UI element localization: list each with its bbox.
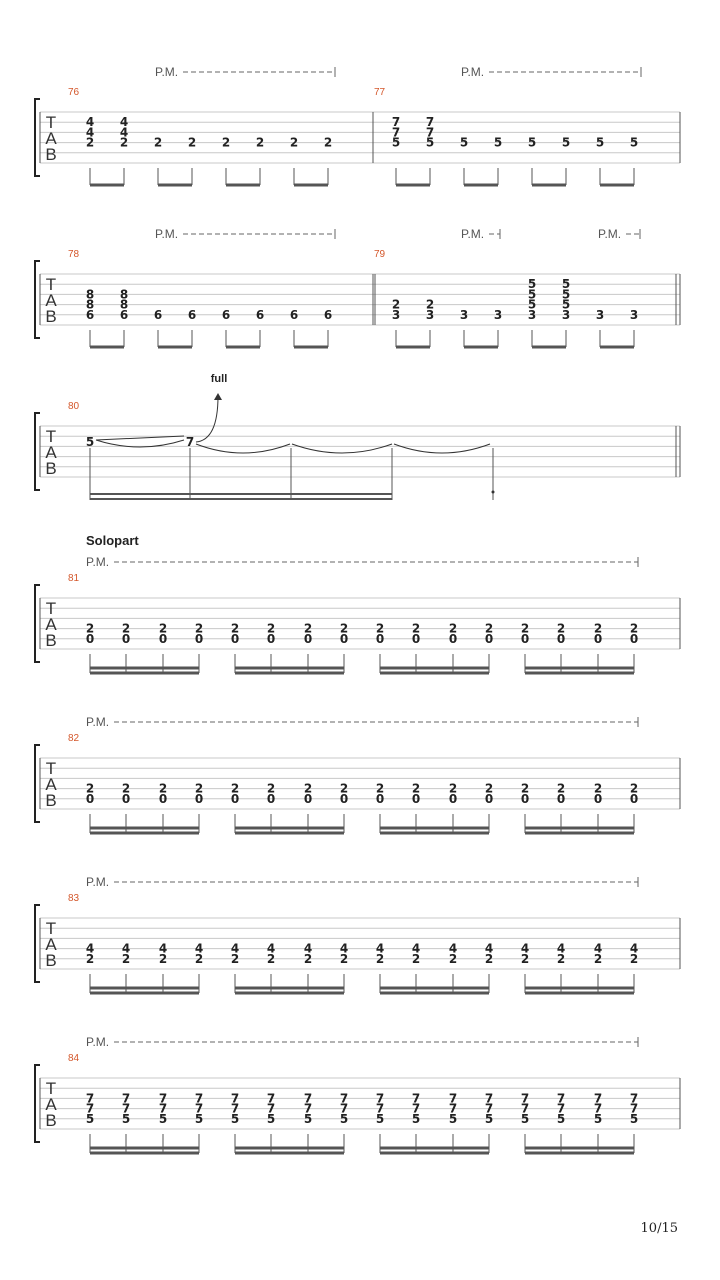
fret-number: 2 [221,135,231,150]
fret-number: 6 [119,307,129,322]
fret-number: 4 [85,125,95,140]
fret-number: 5 [561,297,571,312]
fret-number: 0 [629,631,639,646]
fret-number: 2 [85,951,95,966]
fret-number: 5 [194,1111,204,1126]
fret-number: 2 [85,621,95,636]
fret-number: 7 [158,1091,168,1106]
fret-number: 0 [629,791,639,806]
fret-number: 2 [339,781,349,796]
fret-number: 2 [556,781,566,796]
fret-number: 2 [194,781,204,796]
fret-number: 7 [185,435,195,449]
fret-number: 8 [85,297,95,312]
fret-number: 4 [119,125,129,140]
measure-number: 79 [374,249,386,260]
fret-number: 7 [520,1091,530,1106]
fret-number: 8 [119,297,129,312]
fret-number: 5 [266,1111,276,1126]
tab-clef-a: A [45,615,57,634]
fret-number: 6 [85,307,95,322]
fret-number: 5 [484,1111,494,1126]
fret-number: 7 [230,1101,240,1116]
fret-number: 7 [391,115,401,130]
fret-number: 2 [119,135,129,150]
fret-number: 7 [339,1101,349,1116]
measure-number: 83 [68,893,80,904]
palm-mute-label: P.M. [86,1035,110,1049]
fret-number: 4 [556,941,566,956]
palm-mute-label: P.M. [155,227,179,241]
tab-clef-a: A [45,129,57,148]
fret-number: 2 [375,781,385,796]
fret-number: 2 [266,621,276,636]
fret-number: 5 [391,135,401,150]
tab-system [35,1035,680,1153]
tab-clef-b: B [45,791,57,810]
fret-number: 2 [187,135,197,150]
fret-number: 6 [153,307,163,322]
fret-number: 4 [375,941,385,956]
fret-number: 2 [448,781,458,796]
fret-number: 7 [375,1101,385,1116]
fret-number: 7 [121,1101,131,1116]
note-dot [492,491,495,494]
fret-number: 0 [448,631,458,646]
fret-number: 7 [375,1091,385,1106]
fret-number: 5 [339,1111,349,1126]
fret-number: 0 [121,791,131,806]
fret-number: 0 [484,631,494,646]
tab-clef-a: A [45,443,57,462]
fret-number: 7 [85,1101,95,1116]
tab-clef-a: A [45,935,57,954]
fret-number: 2 [323,135,333,150]
fret-number: 6 [323,307,333,322]
fret-number: 6 [289,307,299,322]
fret-number: 3 [391,307,401,322]
measure-number: 84 [68,1053,80,1064]
fret-number: 0 [375,631,385,646]
palm-mute-label: P.M. [86,875,110,889]
fret-number: 2 [448,951,458,966]
fret-number: 0 [230,791,240,806]
fret-number: 7 [303,1101,313,1116]
fret-number: 0 [556,791,566,806]
fret-number: 7 [230,1091,240,1106]
fret-number: 7 [425,115,435,130]
fret-number: 2 [153,135,163,150]
fret-number: 2 [556,951,566,966]
fret-number: 0 [266,791,276,806]
tab-clef-t: T [45,599,57,618]
fret-number: 2 [255,135,265,150]
fret-number: 7 [411,1101,421,1116]
system-bracket [35,585,40,662]
measure-number: 77 [374,87,386,98]
bend-curve [196,396,218,442]
fret-number: 0 [520,791,530,806]
fret-number: 2 [556,621,566,636]
palm-mute-label: P.M. [461,65,485,79]
tie [292,444,392,453]
fret-number: 2 [520,951,530,966]
fret-number: 4 [593,941,603,956]
fret-number: 7 [629,1101,639,1116]
fret-number: 2 [194,951,204,966]
fret-number: 5 [520,1111,530,1126]
fret-number: 4 [303,941,313,956]
palm-mute-label: P.M. [86,555,110,569]
tab-clef-b: B [45,145,57,164]
fret-number: 5 [303,1111,313,1126]
fret-number: 0 [85,631,95,646]
fret-number: 2 [158,951,168,966]
fret-number: 4 [194,941,204,956]
fret-number: 6 [187,307,197,322]
fret-number: 2 [266,781,276,796]
fret-number: 7 [303,1091,313,1106]
bend-label: full [210,373,228,385]
fret-number: 2 [411,781,421,796]
fret-number: 0 [339,631,349,646]
fret-number: 5 [375,1111,385,1126]
fret-number: 0 [158,631,168,646]
tie [196,444,290,453]
fret-number: 5 [85,435,95,449]
fret-number: 5 [425,135,435,150]
fret-number: 2 [303,951,313,966]
fret-number: 7 [266,1091,276,1106]
fret-number: 0 [85,791,95,806]
tab-clef-t: T [45,113,57,132]
fret-number: 2 [303,781,313,796]
fret-number: 3 [459,307,469,322]
fret-number: 0 [593,791,603,806]
fret-number: 2 [411,621,421,636]
fret-number: 0 [339,791,349,806]
measure-number: 76 [68,87,80,98]
fret-number: 4 [520,941,530,956]
fret-number: 7 [121,1091,131,1106]
fret-number: 7 [85,1091,95,1106]
fret-number: 2 [629,951,639,966]
fret-number: 3 [527,307,537,322]
fret-number: 7 [339,1091,349,1106]
fret-number: 6 [221,307,231,322]
fret-number: 5 [527,277,537,292]
fret-number: 0 [448,791,458,806]
system-bracket [35,261,40,338]
fret-number: 3 [595,307,605,322]
fret-number: 4 [230,941,240,956]
tab-system [35,65,680,185]
fret-number: 4 [629,941,639,956]
fret-number: 2 [289,135,299,150]
fret-number: 3 [425,307,435,322]
system-bracket [35,745,40,822]
tab-clef-t: T [45,759,57,778]
fret-number: 2 [339,621,349,636]
fret-number: 5 [593,1111,603,1126]
fret-number: 7 [629,1091,639,1106]
fret-number: 2 [266,951,276,966]
fret-number: 2 [375,951,385,966]
system-bracket [35,99,40,176]
fret-number: 7 [556,1101,566,1116]
fret-number: 0 [411,791,421,806]
fret-number: 7 [158,1101,168,1116]
fret-number: 2 [230,781,240,796]
fret-number: 5 [411,1111,421,1126]
tab-clef-t: T [45,1079,57,1098]
system-bracket [35,413,40,490]
fret-number: 4 [85,115,95,130]
fret-number: 2 [121,951,131,966]
fret-number: 2 [425,297,435,312]
fret-number: 7 [425,125,435,140]
tab-clef-a: A [45,1095,57,1114]
fret-number: 2 [158,781,168,796]
fret-number: 5 [527,297,537,312]
fret-number: 7 [448,1091,458,1106]
palm-mute-label: P.M. [155,65,179,79]
fret-number: 5 [527,135,537,150]
fret-number: 2 [230,621,240,636]
fret-number: 5 [595,135,605,150]
fret-number: 2 [230,951,240,966]
fret-number: 4 [121,941,131,956]
fret-number: 4 [85,941,95,956]
fret-number: 2 [593,621,603,636]
tab-clef-t: T [45,919,57,938]
fret-number: 0 [194,791,204,806]
fret-number: 2 [520,781,530,796]
fret-number: 5 [121,1111,131,1126]
fret-number: 2 [593,951,603,966]
fret-number: 7 [520,1101,530,1116]
fret-number: 7 [448,1101,458,1116]
fret-number: 5 [561,277,571,292]
fret-number: 5 [629,1111,639,1126]
section-title: Solopart [86,533,139,548]
fret-number: 3 [561,307,571,322]
page-number: 10/15 [640,1221,678,1236]
fret-number: 7 [484,1101,494,1116]
fret-number: 0 [593,631,603,646]
fret-number: 0 [194,631,204,646]
tab-clef-b: B [45,951,57,970]
fret-number: 4 [411,941,421,956]
fret-number: 3 [493,307,503,322]
fret-number: 0 [266,631,276,646]
tab-clef-a: A [45,775,57,794]
tab-clef-b: B [45,459,57,478]
tab-system [35,227,680,347]
fret-number: 7 [411,1091,421,1106]
fret-number: 2 [629,781,639,796]
fret-number: 5 [629,135,639,150]
fret-number: 0 [520,631,530,646]
fret-number: 2 [448,621,458,636]
fret-number: 6 [255,307,265,322]
fret-number: 8 [85,287,95,302]
fret-number: 5 [85,1111,95,1126]
fret-number: 2 [158,621,168,636]
bend-arrow-icon [214,393,222,400]
fret-number: 4 [158,941,168,956]
fret-number: 0 [411,631,421,646]
fret-number: 0 [121,631,131,646]
fret-number: 0 [158,791,168,806]
fret-number: 2 [375,621,385,636]
fret-number: 5 [493,135,503,150]
fret-number: 4 [119,115,129,130]
fret-number: 5 [561,287,571,302]
measure-number: 82 [68,733,80,744]
tab-clef-b: B [45,1111,57,1130]
fret-number: 2 [484,781,494,796]
fret-number: 0 [303,631,313,646]
fret-number: 2 [194,621,204,636]
tab-system [35,715,680,833]
tab-clef-t: T [45,275,57,294]
fret-number: 2 [85,781,95,796]
tab-system [35,373,680,500]
fret-number: 2 [85,135,95,150]
fret-number: 7 [484,1091,494,1106]
fret-number: 2 [339,951,349,966]
measure-number: 78 [68,249,80,260]
fret-number: 2 [411,951,421,966]
tab-clef-b: B [45,631,57,650]
fret-number: 2 [303,621,313,636]
fret-number: 5 [561,135,571,150]
fret-number: 2 [629,621,639,636]
palm-mute-label: P.M. [461,227,485,241]
fret-number: 2 [520,621,530,636]
fret-number: 5 [556,1111,566,1126]
fret-number: 2 [484,621,494,636]
fret-number: 4 [339,941,349,956]
fret-number: 5 [527,287,537,302]
fret-number: 0 [230,631,240,646]
palm-mute-label: P.M. [598,227,622,241]
fret-number: 0 [556,631,566,646]
fret-number: 5 [448,1111,458,1126]
fret-number: 7 [266,1101,276,1116]
fret-number: 7 [593,1101,603,1116]
tab-clef-b: B [45,307,57,326]
fret-number: 2 [121,621,131,636]
fret-number: 5 [158,1111,168,1126]
fret-number: 8 [119,287,129,302]
fret-number: 4 [266,941,276,956]
fret-number: 2 [484,951,494,966]
tab-system [35,533,680,673]
fret-number: 0 [375,791,385,806]
tab-system [35,875,680,993]
fret-number: 7 [194,1091,204,1106]
fret-number: 2 [121,781,131,796]
fret-number: 2 [391,297,401,312]
tie [394,444,490,453]
fret-number: 5 [459,135,469,150]
fret-number: 5 [230,1111,240,1126]
fret-number: 4 [484,941,494,956]
system-bracket [35,1065,40,1142]
fret-number: 7 [194,1101,204,1116]
fret-number: 0 [484,791,494,806]
measure-number: 81 [68,573,80,584]
fret-number: 3 [629,307,639,322]
fret-number: 7 [556,1091,566,1106]
fret-number: 4 [448,941,458,956]
palm-mute-label: P.M. [86,715,110,729]
tab-clef-t: T [45,427,57,446]
system-bracket [35,905,40,982]
fret-number: 2 [593,781,603,796]
fret-number: 0 [303,791,313,806]
measure-number: 80 [68,401,80,412]
tab-clef-a: A [45,291,57,310]
fret-number: 7 [391,125,401,140]
fret-number: 7 [593,1091,603,1106]
